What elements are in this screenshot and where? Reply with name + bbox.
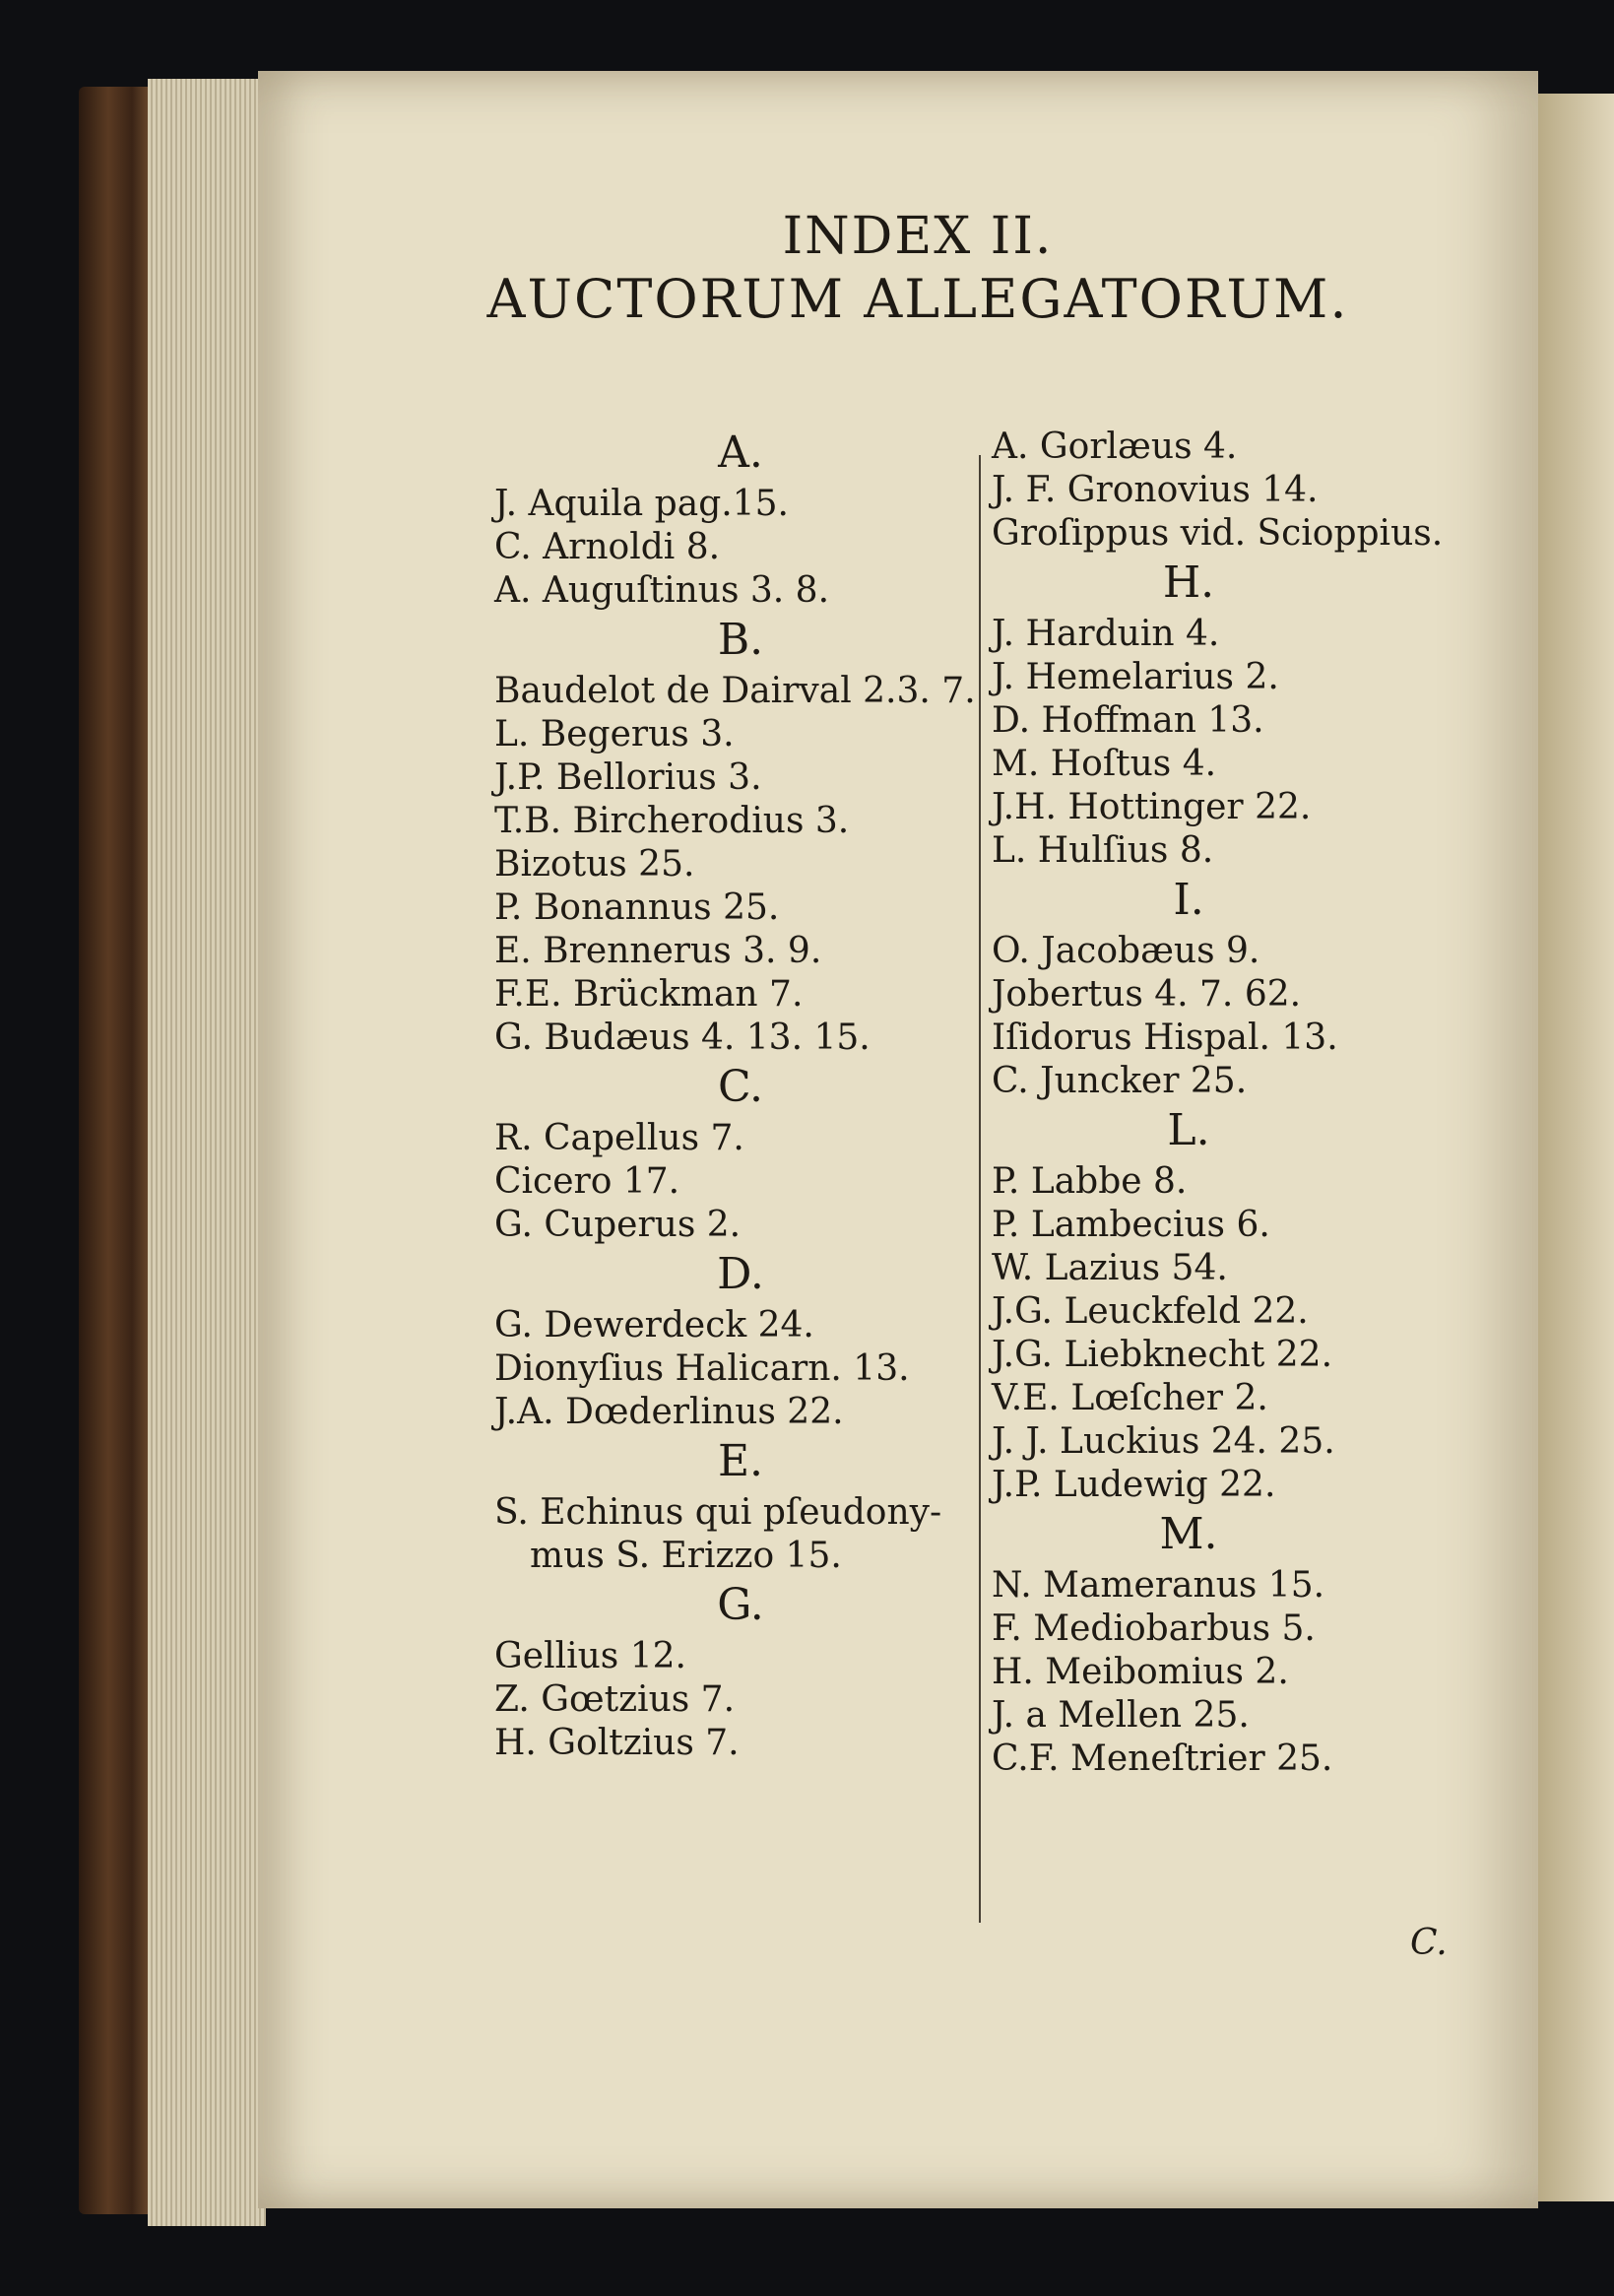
- index-entry: J.P. Ludewig 22.: [992, 1465, 1276, 1505]
- section-letter: E.: [717, 1436, 764, 1486]
- index-entry: Jobertus 4. 7. 62.: [992, 974, 1302, 1015]
- facing-page-edge: [1538, 94, 1614, 2201]
- index-entry: P. Bonannus 25.: [494, 887, 780, 928]
- index-entry: G. Cuperus 2.: [494, 1205, 742, 1245]
- section-letter: H.: [1162, 558, 1215, 608]
- index-entry: J.H. Hottinger 22.: [992, 787, 1312, 827]
- index-entry: P. Labbe 8.: [992, 1161, 1188, 1202]
- index-entry: L. Begerus 3.: [494, 714, 735, 754]
- index-entry: S. Echinus qui pſeudony-: [494, 1492, 942, 1533]
- index-entry: C.F. Meneſtrier 25.: [992, 1738, 1333, 1779]
- index-entry: J. J. Luckius 24. 25.: [992, 1421, 1335, 1462]
- index-entry: C. Arnoldi 8.: [494, 527, 721, 567]
- index-entry: O. Jacobæus 9.: [992, 931, 1260, 971]
- index-entry: A. Gorlæus 4.: [992, 426, 1238, 467]
- index-entry: D. Hoffman 13.: [992, 700, 1264, 741]
- right-column: [992, 426, 1543, 1781]
- index-entry: C. Juncker 25.: [992, 1061, 1248, 1101]
- index-entry: R. Capellus 7.: [494, 1118, 744, 1158]
- index-entry: G. Budæus 4. 13. 15.: [494, 1017, 871, 1058]
- index-entry: G. Dewerdeck 24.: [494, 1305, 814, 1345]
- index-entry: A. Auguſtinus 3. 8.: [494, 570, 830, 611]
- index-entry: J.G. Leuckfeld 22.: [992, 1291, 1309, 1332]
- index-entry: F.E. Brückman 7.: [494, 974, 804, 1015]
- section-letter: L.: [1167, 1105, 1210, 1155]
- index-entry: Gellius 12.: [494, 1636, 686, 1676]
- index-entry: J. Aquila pag.15.: [494, 484, 789, 524]
- index-subtitle: AUCTORUM ALLEGATORUM.: [486, 268, 1349, 330]
- section-letter: C.: [717, 1062, 764, 1112]
- index-entry: P. Lambecius 6.: [992, 1205, 1270, 1245]
- index-entry: W. Lazius 54.: [992, 1248, 1228, 1288]
- index-entry: Cicero 17.: [494, 1161, 680, 1202]
- index-entry: Baudelot de Dairval 2.3. 7.: [494, 671, 976, 711]
- index-entry: H. Meibomius 2.: [992, 1652, 1289, 1692]
- index-entry: T.B. Bircherodius 3.: [494, 801, 850, 841]
- section-letter: I.: [1173, 875, 1204, 925]
- index-entry: Z. Gœtzius 7.: [494, 1679, 736, 1720]
- index-entry: E. Brennerus 3. 9.: [494, 931, 822, 971]
- page-content: [258, 71, 1538, 2208]
- index-entry: V.E. Lœſcher 2.: [992, 1378, 1268, 1418]
- index-entry: Bizotus 25.: [494, 844, 695, 885]
- index-entry: Groſippus vid. Scioppius.: [992, 513, 1444, 554]
- index-entry: J.P. Bellorius 3.: [494, 757, 762, 798]
- index-entry: H. Goltzius 7.: [494, 1723, 740, 1763]
- book-page: [258, 71, 1538, 2208]
- section-letter: D.: [717, 1249, 764, 1299]
- section-letter: G.: [717, 1580, 764, 1630]
- index-entry: M. Hoſtus 4.: [992, 744, 1217, 784]
- index-entry: J. Harduin 4.: [992, 614, 1220, 654]
- section-letter: M.: [1159, 1509, 1218, 1559]
- index-entry: J. F. Gronovius 14.: [992, 470, 1319, 510]
- index-entry: J. Hemelarius 2.: [992, 657, 1279, 697]
- index-entry: Dionyſius Halicarn. 13.: [494, 1348, 910, 1389]
- index-entry: J. a Mellen 25.: [992, 1695, 1250, 1736]
- index-entry: J.G. Liebknecht 22.: [992, 1335, 1333, 1375]
- page-stack: [148, 79, 266, 2226]
- index-entry: J.A. Dœderlinus 22.: [494, 1392, 844, 1432]
- index-entry: Iſidorus Hispal. 13.: [992, 1017, 1338, 1058]
- index-entry: L. Hulſius 8.: [992, 830, 1214, 871]
- index-entry: N. Mameranus 15.: [992, 1565, 1325, 1606]
- section-letter: B.: [717, 615, 764, 665]
- catchword: C.: [1410, 1923, 1448, 1963]
- index-title: INDEX II.: [782, 207, 1054, 266]
- index-entry: mus S. Erizzo 15.: [530, 1536, 842, 1576]
- section-letter: A.: [718, 427, 763, 478]
- index-entry: F. Mediobarbus 5.: [992, 1608, 1316, 1649]
